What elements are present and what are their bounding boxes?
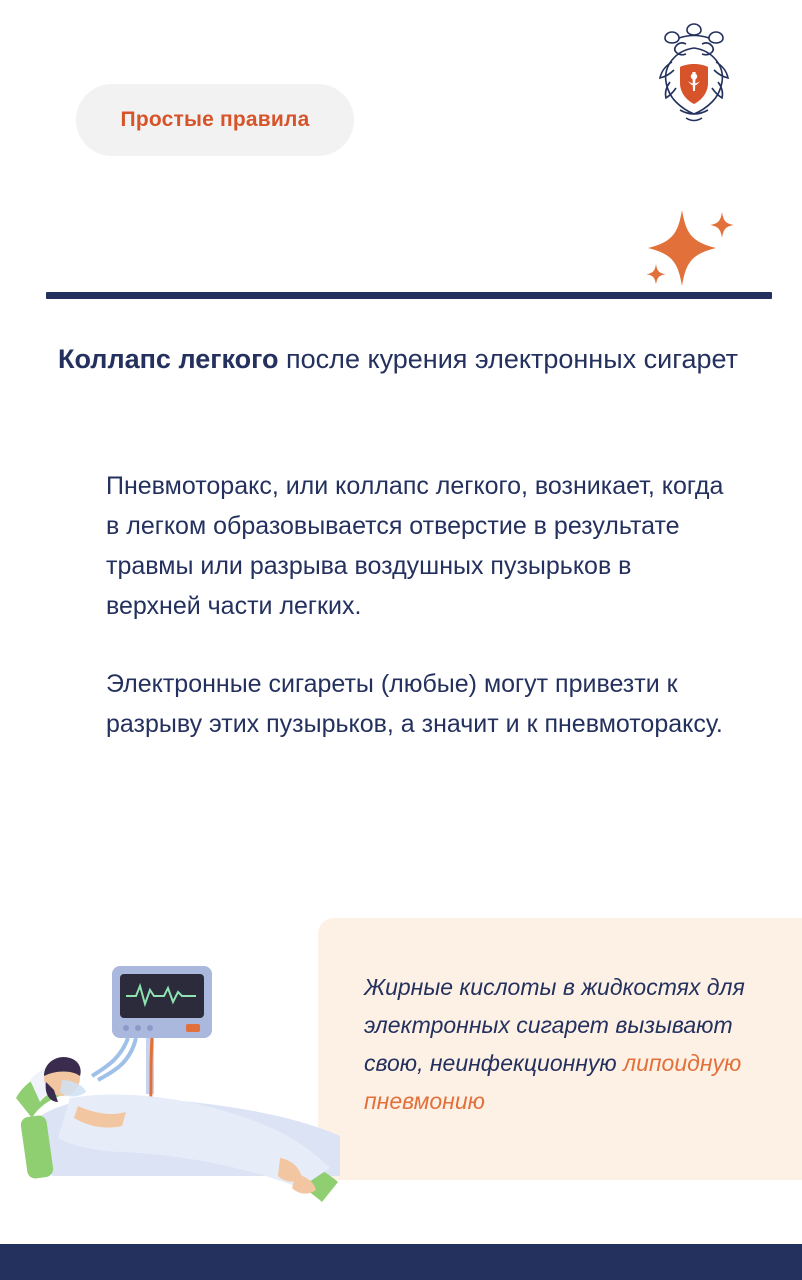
quote-lead: Жирные кислоты в жидкостях для электронных сигарет вызывают свою, неинфекционную <box>364 974 745 1076</box>
quote-text <box>364 968 794 1120</box>
patient-in-hospital-bed-with-monitor-illustration <box>0 930 360 1220</box>
body-text <box>106 466 726 744</box>
body-paragraph-2: Электронные сигареты (любые) могут привезти к разрыву этих пузырьков, а значит и к пневмотораксу. <box>106 670 723 738</box>
sparkle-icon <box>630 204 740 294</box>
body-paragraph-1: Пневмоторакс, или коллапс легкого, возникает, когда в легком образовывается отверстие в результате травмы или разрыва воздушных пузырьков в верхней части легких. <box>106 472 724 620</box>
double-headed-eagle-emblem <box>642 18 746 130</box>
quote-highlight: липоидную пневмонию <box>364 1050 742 1114</box>
footer-bar <box>0 1244 802 1280</box>
page-title-rest: после курения электронных сигарет <box>278 344 738 374</box>
page-title-bold: Коллапс легкого <box>58 344 279 374</box>
badge-label: Простые правила <box>120 108 310 131</box>
simple-rules-badge <box>76 84 354 156</box>
section-divider <box>46 292 772 299</box>
page-title <box>58 338 748 380</box>
